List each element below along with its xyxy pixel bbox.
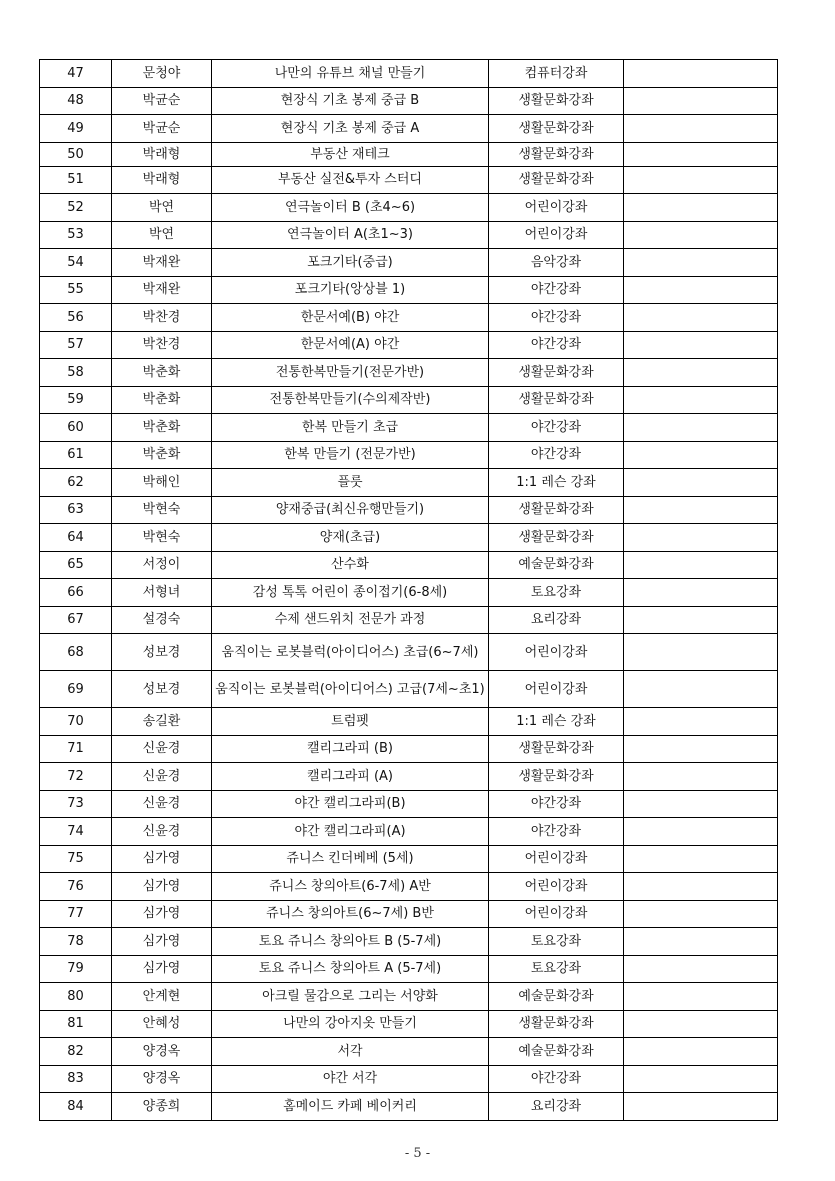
note-cell [624,873,778,901]
instructor-name: 박연 [112,194,212,222]
course-title: 한복 만들기 (전문가반) [212,441,489,469]
note-cell [624,708,778,736]
course-title: 전통한복만들기(전문가반) [212,359,489,387]
note-cell [624,87,778,115]
table-row [40,414,778,442]
table-row [40,708,778,736]
table-row [40,87,778,115]
row-number: 54 [40,249,112,277]
note-cell [624,276,778,304]
course-title: 포크기타(앙상블 1) [212,276,489,304]
row-number: 55 [40,276,112,304]
course-title: 토요 쥬니스 창의아트 B (5-7세) [212,928,489,956]
course-category: 생활문화강좌 [489,735,624,763]
course-category: 야간강좌 [489,304,624,332]
course-category: 어린이강좌 [489,873,624,901]
course-title: 토요 쥬니스 창의아트 A (5-7세) [212,955,489,983]
instructor-name: 박찬경 [112,304,212,332]
instructor-name: 신윤경 [112,818,212,846]
table-row [40,469,778,497]
note-cell [624,551,778,579]
note-cell [624,1038,778,1066]
course-title: 플룻 [212,469,489,497]
note-cell [624,955,778,983]
note-cell [624,524,778,552]
instructor-name: 심가영 [112,873,212,901]
course-title: 현장식 기초 봉제 중급 B [212,87,489,115]
note-cell [624,900,778,928]
note-cell [624,249,778,277]
course-title: 캘리그라피 (A) [212,763,489,791]
course-title: 산수화 [212,551,489,579]
row-number: 78 [40,928,112,956]
instructor-name: 박춘화 [112,359,212,387]
course-category: 생활문화강좌 [489,524,624,552]
note-cell [624,304,778,332]
note-cell [624,579,778,607]
row-number: 77 [40,900,112,928]
course-category: 야간강좌 [489,276,624,304]
instructor-name: 박현숙 [112,496,212,524]
instructor-name: 심가영 [112,900,212,928]
note-cell [624,928,778,956]
table-row [40,671,778,708]
course-category: 생활문화강좌 [489,115,624,143]
instructor-name: 안계현 [112,983,212,1011]
row-number: 64 [40,524,112,552]
note-cell [624,790,778,818]
course-title: 움직이는 로봇블럭(아이디어스) 고급(7세~초1) [212,671,489,708]
course-title: 야간 캘리그라피(B) [212,790,489,818]
row-number: 48 [40,87,112,115]
row-number: 50 [40,142,112,166]
course-category: 어린이강좌 [489,671,624,708]
course-title: 한문서예(B) 야간 [212,304,489,332]
row-number: 76 [40,873,112,901]
course-category: 생활문화강좌 [489,142,624,166]
instructor-name: 심가영 [112,955,212,983]
instructor-name: 문청야 [112,60,212,88]
table-row [40,221,778,249]
row-number: 53 [40,221,112,249]
instructor-name: 신윤경 [112,790,212,818]
table-row [40,386,778,414]
table-row [40,331,778,359]
table-row [40,928,778,956]
course-title: 쥬니스 창의아트(6-7세) A반 [212,873,489,901]
table-row [40,634,778,671]
table-row [40,845,778,873]
instructor-name: 박균순 [112,87,212,115]
row-number: 57 [40,331,112,359]
table-row [40,496,778,524]
table-row [40,735,778,763]
course-title: 감성 톡톡 어린이 종이접기(6-8세) [212,579,489,607]
instructor-name: 박해인 [112,469,212,497]
instructor-name: 박연 [112,221,212,249]
row-number: 66 [40,579,112,607]
note-cell [624,469,778,497]
row-number: 70 [40,708,112,736]
instructor-name: 박균순 [112,115,212,143]
course-title: 트럼펫 [212,708,489,736]
row-number: 72 [40,763,112,791]
course-category: 요리강좌 [489,1093,624,1121]
course-title: 연극놀이터 A(초1~3) [212,221,489,249]
note-cell [624,386,778,414]
instructor-name: 양종희 [112,1093,212,1121]
note-cell [624,142,778,166]
row-number: 58 [40,359,112,387]
course-category: 예술문화강좌 [489,983,624,1011]
course-title: 부동산 실전&투자 스터디 [212,166,489,194]
note-cell [624,115,778,143]
note-cell [624,818,778,846]
table-row [40,276,778,304]
table-row [40,873,778,901]
course-title: 포크기타(중급) [212,249,489,277]
row-number: 61 [40,441,112,469]
course-title: 나만의 유튜브 채널 만들기 [212,60,489,88]
table-row [40,166,778,194]
instructor-name: 박재완 [112,276,212,304]
course-category: 야간강좌 [489,331,624,359]
course-title: 연극놀이터 B (초4~6) [212,194,489,222]
course-category: 어린이강좌 [489,634,624,671]
course-category: 1:1 레슨 강좌 [489,708,624,736]
table-row [40,441,778,469]
course-category: 생활문화강좌 [489,87,624,115]
note-cell [624,166,778,194]
course-table [39,59,778,1121]
instructor-name: 박춘화 [112,386,212,414]
course-category: 생활문화강좌 [489,166,624,194]
row-number: 47 [40,60,112,88]
instructor-name: 성보경 [112,671,212,708]
row-number: 73 [40,790,112,818]
instructor-name: 박재완 [112,249,212,277]
course-category: 야간강좌 [489,441,624,469]
course-category: 1:1 레슨 강좌 [489,469,624,497]
course-category: 야간강좌 [489,818,624,846]
instructor-name: 박춘화 [112,414,212,442]
course-title: 홈메이드 카페 베이커리 [212,1093,489,1121]
note-cell [624,845,778,873]
course-category: 생활문화강좌 [489,763,624,791]
row-number: 56 [40,304,112,332]
page-number: - 5 - [404,1146,431,1161]
instructor-name: 안혜성 [112,1010,212,1038]
note-cell [624,1065,778,1093]
note-cell [624,441,778,469]
row-number: 71 [40,735,112,763]
course-category: 토요강좌 [489,928,624,956]
row-number: 80 [40,983,112,1011]
table-row [40,606,778,634]
course-category: 예술문화강좌 [489,551,624,579]
row-number: 68 [40,634,112,671]
row-number: 84 [40,1093,112,1121]
instructor-name: 신윤경 [112,763,212,791]
note-cell [624,60,778,88]
course-title: 나만의 강아지옷 만들기 [212,1010,489,1038]
note-cell [624,1093,778,1121]
instructor-name: 양경옥 [112,1065,212,1093]
table-row [40,359,778,387]
table-row [40,249,778,277]
table-row [40,763,778,791]
instructor-name: 박춘화 [112,441,212,469]
table-row [40,1093,778,1121]
row-number: 83 [40,1065,112,1093]
course-title: 양재(초급) [212,524,489,552]
table-row [40,1038,778,1066]
instructor-name: 박래형 [112,142,212,166]
row-number: 49 [40,115,112,143]
note-cell [624,606,778,634]
table-row [40,551,778,579]
instructor-name: 서형녀 [112,579,212,607]
table-row [40,194,778,222]
instructor-name: 박찬경 [112,331,212,359]
course-title: 양재중급(최신유행만들기) [212,496,489,524]
course-category: 야간강좌 [489,790,624,818]
table-row [40,983,778,1011]
course-category: 어린이강좌 [489,845,624,873]
course-title: 부동산 재테크 [212,142,489,166]
course-category: 토요강좌 [489,955,624,983]
table-row [40,955,778,983]
note-cell [624,496,778,524]
row-number: 81 [40,1010,112,1038]
course-title: 서각 [212,1038,489,1066]
table-row [40,790,778,818]
note-cell [624,221,778,249]
instructor-name: 송길환 [112,708,212,736]
course-title: 움직이는 로봇블럭(아이디어스) 초급(6~7세) [212,634,489,671]
note-cell [624,194,778,222]
instructor-name: 성보경 [112,634,212,671]
table-row [40,1010,778,1038]
row-number: 74 [40,818,112,846]
instructor-name: 심가영 [112,845,212,873]
course-category: 생활문화강좌 [489,386,624,414]
note-cell [624,359,778,387]
table-row [40,115,778,143]
row-number: 60 [40,414,112,442]
course-category: 컴퓨터강좌 [489,60,624,88]
course-category: 어린이강좌 [489,221,624,249]
course-category: 야간강좌 [489,1065,624,1093]
table-row [40,579,778,607]
course-category: 어린이강좌 [489,900,624,928]
course-category: 예술문화강좌 [489,1038,624,1066]
course-category: 토요강좌 [489,579,624,607]
note-cell [624,671,778,708]
course-category: 생활문화강좌 [489,359,624,387]
course-title: 캘리그라피 (B) [212,735,489,763]
table-row [40,900,778,928]
table-row [40,304,778,332]
course-title: 야간 서각 [212,1065,489,1093]
table-row [40,524,778,552]
row-number: 67 [40,606,112,634]
table-row [40,142,778,166]
course-title: 야간 캘리그라피(A) [212,818,489,846]
table-row [40,818,778,846]
course-title: 수제 샌드위치 전문가 과정 [212,606,489,634]
instructor-name: 신윤경 [112,735,212,763]
table-row [40,1065,778,1093]
course-title: 현장식 기초 봉제 중급 A [212,115,489,143]
note-cell [624,983,778,1011]
instructor-name: 박래형 [112,166,212,194]
course-title: 전통한복만들기(수의제작반) [212,386,489,414]
course-title: 쥬니스 창의아트(6~7세) B반 [212,900,489,928]
row-number: 79 [40,955,112,983]
course-category: 생활문화강좌 [489,496,624,524]
row-number: 65 [40,551,112,579]
note-cell [624,634,778,671]
course-table-body [40,60,778,1121]
note-cell [624,763,778,791]
course-title: 쥬니스 킨더베베 (5세) [212,845,489,873]
course-title: 한복 만들기 초급 [212,414,489,442]
row-number: 69 [40,671,112,708]
instructor-name: 양경옥 [112,1038,212,1066]
course-category: 요리강좌 [489,606,624,634]
note-cell [624,331,778,359]
instructor-name: 설경숙 [112,606,212,634]
table-row [40,60,778,88]
course-category: 야간강좌 [489,414,624,442]
row-number: 51 [40,166,112,194]
row-number: 52 [40,194,112,222]
row-number: 82 [40,1038,112,1066]
row-number: 75 [40,845,112,873]
row-number: 59 [40,386,112,414]
note-cell [624,735,778,763]
course-category: 음악강좌 [489,249,624,277]
instructor-name: 서정이 [112,551,212,579]
course-category: 어린이강좌 [489,194,624,222]
row-number: 62 [40,469,112,497]
note-cell [624,414,778,442]
course-title: 아크릴 물감으로 그리는 서양화 [212,983,489,1011]
instructor-name: 박현숙 [112,524,212,552]
course-category: 생활문화강좌 [489,1010,624,1038]
note-cell [624,1010,778,1038]
row-number: 63 [40,496,112,524]
course-title: 한문서예(A) 야간 [212,331,489,359]
instructor-name: 심가영 [112,928,212,956]
